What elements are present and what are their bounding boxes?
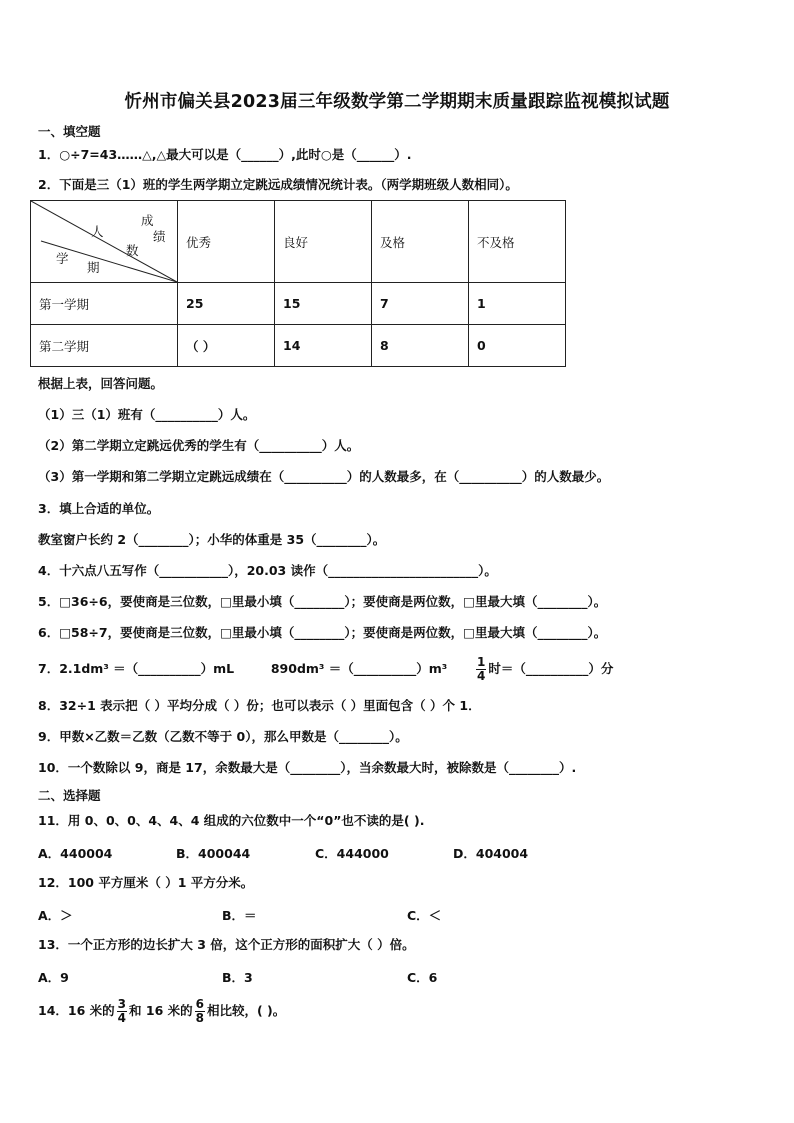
fraction-quarter bbox=[476, 656, 486, 683]
table-cell: （ ） bbox=[178, 325, 275, 367]
question-2-1: （1）三（1）班有（__________）人。 bbox=[38, 407, 256, 422]
question-3: 3．填上合适的单位。 bbox=[38, 501, 160, 516]
q13-option-c[interactable]: C．6 bbox=[407, 970, 438, 985]
q12-option-a[interactable]: A．＞ bbox=[38, 908, 73, 923]
section-choice: 二、选择题 bbox=[38, 788, 101, 803]
question-14-part3: 相比较，( )。 bbox=[206, 1003, 286, 1018]
corner-renshu-1: 人 bbox=[91, 224, 104, 239]
table-cell: 0 bbox=[469, 325, 566, 367]
corner-chengji-1: 成 bbox=[141, 213, 154, 228]
question-2-3: （3）第一学期和第二学期立定跳远成绩在（__________）的人数最多，在（__________）的人数最少。 bbox=[38, 469, 610, 484]
q11-option-b[interactable]: B．400044 bbox=[176, 846, 251, 861]
row-label: 第二学期 bbox=[31, 325, 178, 367]
question-4: 4．十六点八五写作（___________），20.03 读作（________________________）。 bbox=[38, 563, 497, 578]
table-cell: 1 bbox=[469, 283, 566, 325]
question-14-part2: 和 16 米的 bbox=[129, 1003, 193, 1018]
question-11: 11．用 0、0、0、4、4、4 组成的六位数中一个“0”也不读的是( ). bbox=[38, 813, 425, 828]
fraction-denominator: 4 bbox=[476, 669, 486, 683]
fraction-six-eighths bbox=[195, 998, 205, 1025]
header-bujige: 不及格 bbox=[469, 201, 566, 283]
corner-xueqi-2: 期 bbox=[87, 260, 100, 275]
fraction-denominator: 4 bbox=[117, 1011, 127, 1025]
header-jige: 及格 bbox=[372, 201, 469, 283]
table-cell: 15 bbox=[275, 283, 372, 325]
q13-option-a[interactable]: A．9 bbox=[38, 970, 69, 985]
question-2-2: （2）第二学期立定跳远优秀的学生有（__________）人。 bbox=[38, 438, 360, 453]
section-fill-blank: 一、填空题 bbox=[38, 124, 101, 139]
question-14-part1: 14．16 米的 bbox=[38, 1003, 115, 1018]
corner-xueqi-1: 学 bbox=[56, 251, 69, 266]
q11-option-d[interactable]: D．404004 bbox=[453, 846, 529, 861]
table-row bbox=[31, 325, 566, 367]
question-1: 1．○÷7=43……△,△最大可以是（______）,此时○是（______）. bbox=[38, 147, 412, 162]
fraction-numerator: 1 bbox=[476, 655, 486, 669]
table-cell: 8 bbox=[372, 325, 469, 367]
question-3-sub: 教室窗户长约 2（________）；小华的体重是 35（________）。 bbox=[38, 532, 386, 547]
table-row bbox=[31, 283, 566, 325]
question-7-part3: 时＝（__________）分 bbox=[488, 661, 614, 676]
question-2-intro: 根据上表，回答问题。 bbox=[38, 376, 164, 391]
fraction-three-quarters bbox=[117, 998, 127, 1025]
q13-option-b[interactable]: B．3 bbox=[222, 970, 253, 985]
q11-option-a[interactable]: A．440004 bbox=[38, 846, 113, 861]
header-lianghao: 良好 bbox=[275, 201, 372, 283]
corner-chengji-2: 绩 bbox=[153, 229, 166, 244]
page-title: 忻州市偏关县2023届三年级数学第二学期期末质量跟踪监视模拟试题 bbox=[124, 92, 670, 112]
table-cell: 7 bbox=[372, 283, 469, 325]
q12-option-c[interactable]: C．＜ bbox=[407, 908, 442, 923]
question-7-part2: 890dm³ ＝（__________）m³ bbox=[270, 661, 448, 676]
fraction-numerator: 3 bbox=[117, 997, 127, 1011]
question-8: 8．32÷1 表示把（ ）平均分成（ ）份；也可以表示（ ）里面包含（ ）个 1． bbox=[38, 698, 481, 713]
question-7-part1: 7．2.1dm³ ＝（__________）mL bbox=[38, 661, 235, 676]
question-12: 12．100 平方厘米（ ）1 平方分米。 bbox=[38, 875, 254, 890]
question-10: 10．一个数除以 9，商是 17，余数最大是（________），当余数最大时，被除数是（________）. bbox=[38, 760, 577, 775]
question-2: 2．下面是三（1）班的学生两学期立定跳远成绩情况统计表。（两学期班级人数相同）。 bbox=[38, 177, 518, 192]
question-13: 13．一个正方形的边长扩大 3 倍，这个正方形的面积扩大（ ）倍。 bbox=[38, 937, 415, 952]
question-5: 5．□36÷6，要使商是三位数，□里最小填（________）；要使商是两位数，□里最大填（________）。 bbox=[38, 594, 607, 609]
table-corner bbox=[31, 201, 178, 283]
stats-table bbox=[30, 200, 566, 367]
row-label: 第一学期 bbox=[31, 283, 178, 325]
question-6: 6．□58÷7，要使商是三位数，□里最小填（________）；要使商是两位数，□里最大填（________）。 bbox=[38, 625, 607, 640]
table-cell: 25 bbox=[178, 283, 275, 325]
question-9: 9．甲数×乙数＝乙数（乙数不等于 0），那么甲数是（________）。 bbox=[38, 729, 408, 744]
corner-renshu-2: 数 bbox=[126, 243, 139, 258]
fraction-denominator: 8 bbox=[195, 1011, 204, 1025]
q11-option-c[interactable]: C．444000 bbox=[315, 846, 389, 861]
q12-option-b[interactable]: B．＝ bbox=[222, 908, 257, 923]
question-14 bbox=[38, 996, 285, 1026]
header-youxiu: 优秀 bbox=[178, 201, 275, 283]
table-cell: 14 bbox=[275, 325, 372, 367]
fraction-numerator: 6 bbox=[195, 997, 204, 1011]
question-7 bbox=[38, 654, 613, 684]
